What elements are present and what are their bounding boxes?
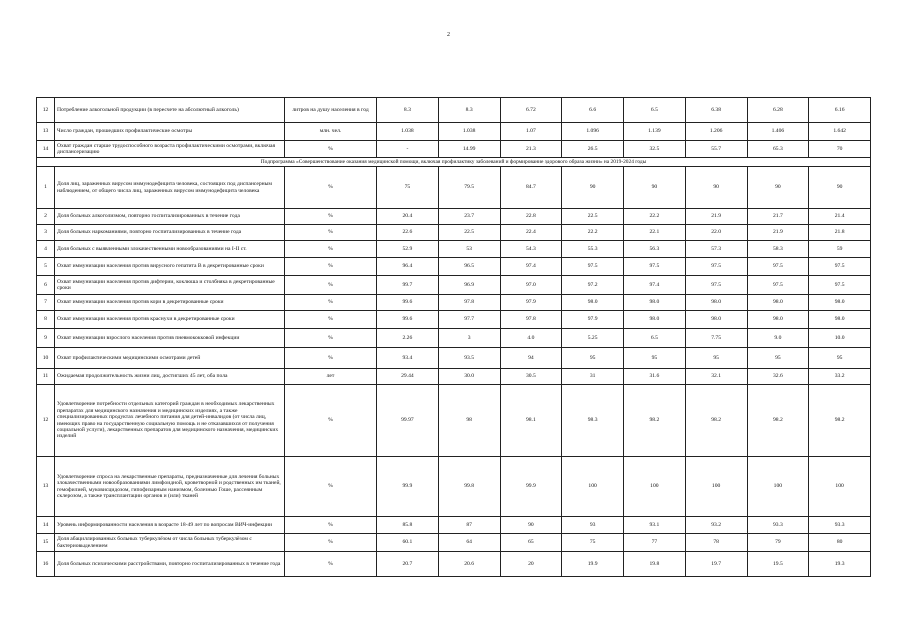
value-cell: 78: [685, 534, 747, 552]
value-cell: 98.0: [809, 311, 871, 329]
value-cell: 98.1: [500, 385, 562, 457]
value-cell: 98.0: [685, 295, 747, 311]
indicator-name: Доля больных психическими расстройствами, повторно госпитализированных в течение года: [55, 552, 285, 577]
value-cell: 1.096: [562, 123, 624, 141]
value-cell: 65: [500, 534, 562, 552]
value-cell: 64: [438, 534, 500, 552]
value-cell: 100: [685, 457, 747, 517]
value-cell: 99.7: [377, 276, 439, 295]
value-cell: 22.1: [624, 225, 686, 241]
value-cell: 65.3: [747, 141, 809, 158]
value-cell: 20.4: [377, 209, 439, 225]
value-cell: 22.5: [562, 209, 624, 225]
value-cell: 8.3: [438, 98, 500, 123]
value-cell: 93.1: [624, 517, 686, 534]
value-cell: 93.5: [438, 348, 500, 369]
table-row: [37, 369, 871, 385]
value-cell: 32.5: [624, 141, 686, 158]
value-cell: 87: [438, 517, 500, 534]
value-cell: 96.4: [377, 258, 439, 276]
value-cell: 6.5: [624, 98, 686, 123]
unit-cell: %: [285, 141, 377, 158]
unit-cell: %: [285, 225, 377, 241]
value-cell: 8.3: [377, 98, 439, 123]
row-number: 14: [37, 517, 55, 534]
value-cell: 98.2: [685, 385, 747, 457]
table-row: [37, 348, 871, 369]
unit-cell: %: [285, 295, 377, 311]
unit-cell: %: [285, 348, 377, 369]
value-cell: 98.0: [562, 295, 624, 311]
value-cell: 14.99: [438, 141, 500, 158]
value-cell: 95: [562, 348, 624, 369]
row-number: 3: [37, 225, 55, 241]
value-cell: 31: [562, 369, 624, 385]
row-number: 15: [37, 534, 55, 552]
value-cell: 93.3: [747, 517, 809, 534]
row-number: 14: [37, 141, 55, 158]
indicator-name: Потребление алкогольной продукции (в пересчете на абсолютный алкоголь): [55, 98, 285, 123]
unit-cell: %: [285, 517, 377, 534]
value-cell: 23.7: [438, 209, 500, 225]
value-cell: 97.5: [624, 258, 686, 276]
unit-cell: %: [285, 534, 377, 552]
table-row: [37, 295, 871, 311]
subprogram-title-row: [37, 158, 871, 167]
value-cell: 22.8: [500, 209, 562, 225]
value-cell: 98.0: [747, 311, 809, 329]
value-cell: 97.5: [747, 258, 809, 276]
value-cell: 97.4: [500, 258, 562, 276]
value-cell: 1.642: [809, 123, 871, 141]
value-cell: 98.0: [809, 295, 871, 311]
indicator-name: Удовлетворение спроса на лекарственные препараты, предназначенные для лечения больных злокачественными новообразованиями лимфоидной, кроветворной и родственных им тканей, гемофилией, муковисцидозом, гипофизарным нанизмом, болезнью Гоше, рассеянным склерозом, а также трансплантации органов и (или) тканей: [55, 457, 285, 517]
indicator-name: Охват граждан старше трудоспособного возраста профилактическими осмотрами, включая диспансеризацию: [55, 141, 285, 158]
value-cell: 19.7: [685, 552, 747, 577]
unit-cell: %: [285, 552, 377, 577]
value-cell: 54.3: [500, 241, 562, 258]
value-cell: 22.0: [685, 225, 747, 241]
indicator-name: Доля больных наркоманиями, повторно госпитализированных в течение года: [55, 225, 285, 241]
value-cell: 1.139: [624, 123, 686, 141]
table-row: [37, 167, 871, 209]
value-cell: 29.44: [377, 369, 439, 385]
value-cell: 3: [438, 329, 500, 348]
value-cell: 90: [809, 167, 871, 209]
value-cell: 100: [624, 457, 686, 517]
value-cell: 98.0: [747, 295, 809, 311]
value-cell: 21.7: [747, 209, 809, 225]
value-cell: 95: [685, 348, 747, 369]
value-cell: 99.6: [377, 311, 439, 329]
row-number: 12: [37, 385, 55, 457]
value-cell: 5.25: [562, 329, 624, 348]
value-cell: 93.3: [809, 517, 871, 534]
value-cell: 98.3: [562, 385, 624, 457]
value-cell: 21.3: [500, 141, 562, 158]
value-cell: 98.0: [624, 311, 686, 329]
unit-cell: %: [285, 385, 377, 457]
row-number: 13: [37, 457, 55, 517]
value-cell: 19.8: [624, 552, 686, 577]
value-cell: 55.7: [685, 141, 747, 158]
table-row: [37, 141, 871, 158]
value-cell: 21.8: [809, 225, 871, 241]
unit-cell: %: [285, 311, 377, 329]
indicator-name: Число граждан, прошедших профилактические осмотры: [55, 123, 285, 141]
value-cell: 20.6: [438, 552, 500, 577]
table-row: [37, 385, 871, 457]
value-cell: 94: [500, 348, 562, 369]
value-cell: 53: [438, 241, 500, 258]
value-cell: 56.3: [624, 241, 686, 258]
value-cell: 32.6: [747, 369, 809, 385]
unit-cell: литров на душу населения в год: [285, 98, 377, 123]
table-row: [37, 311, 871, 329]
value-cell: 90: [747, 167, 809, 209]
value-cell: 19.9: [562, 552, 624, 577]
unit-cell: %: [285, 209, 377, 225]
table-row: [37, 225, 871, 241]
page-number: 2: [447, 32, 450, 38]
indicator-name: Доля абациллированных больных туберкулёзом от числа больных туберкулёзом с бактериовыделением: [55, 534, 285, 552]
unit-cell: %: [285, 329, 377, 348]
value-cell: 58.3: [747, 241, 809, 258]
value-cell: 6.38: [685, 98, 747, 123]
value-cell: 55.3: [562, 241, 624, 258]
value-cell: 33.2: [809, 369, 871, 385]
indicator-name: Охват иммунизации населения против кори в декретированные сроки: [55, 295, 285, 311]
value-cell: 75: [377, 167, 439, 209]
value-cell: 4.0: [500, 329, 562, 348]
value-cell: 97.8: [500, 311, 562, 329]
value-cell: 20.7: [377, 552, 439, 577]
value-cell: 1.038: [438, 123, 500, 141]
value-cell: 98.2: [747, 385, 809, 457]
value-cell: 6.5: [624, 329, 686, 348]
value-cell: 22.2: [562, 225, 624, 241]
value-cell: 96.5: [438, 258, 500, 276]
value-cell: 84.7: [500, 167, 562, 209]
value-cell: 96.9: [438, 276, 500, 295]
table-row: [37, 276, 871, 295]
table-row: [37, 534, 871, 552]
indicator-name: Доля лиц, зараженных вирусом иммунодефицита человека, состоящих под диспансерным наблюдением, от общего числа лиц, зараженных вирусом иммунодефицита человека: [55, 167, 285, 209]
value-cell: 79: [747, 534, 809, 552]
unit-cell: %: [285, 258, 377, 276]
value-cell: 90: [685, 167, 747, 209]
value-cell: 85.8: [377, 517, 439, 534]
table-row: [37, 209, 871, 225]
value-cell: 1.406: [747, 123, 809, 141]
value-cell: 98: [438, 385, 500, 457]
value-cell: 22.5: [438, 225, 500, 241]
value-cell: 59: [809, 241, 871, 258]
value-cell: 95: [747, 348, 809, 369]
row-number: 1: [37, 167, 55, 209]
value-cell: 97.5: [809, 276, 871, 295]
value-cell: 22.2: [624, 209, 686, 225]
table-row: [37, 457, 871, 517]
value-cell: -: [377, 141, 439, 158]
value-cell: 19.5: [747, 552, 809, 577]
value-cell: 97.5: [562, 258, 624, 276]
indicators-table: [36, 97, 871, 577]
row-number: 13: [37, 123, 55, 141]
value-cell: 26.5: [562, 141, 624, 158]
unit-cell: %: [285, 276, 377, 295]
value-cell: 99.6: [377, 295, 439, 311]
value-cell: 6.28: [747, 98, 809, 123]
table-row: [37, 552, 871, 577]
value-cell: 20: [500, 552, 562, 577]
value-cell: 1.07: [500, 123, 562, 141]
value-cell: 19.3: [809, 552, 871, 577]
value-cell: 98.2: [624, 385, 686, 457]
value-cell: 79.5: [438, 167, 500, 209]
value-cell: 30.0: [438, 369, 500, 385]
value-cell: 6.6: [562, 98, 624, 123]
value-cell: 90: [500, 517, 562, 534]
value-cell: 93.4: [377, 348, 439, 369]
value-cell: 97.5: [809, 258, 871, 276]
indicator-name: Охват иммунизации населения против вирусного гепатита В в декретированные сроки: [55, 258, 285, 276]
indicator-name: Ожидаемая продолжительность жизни лиц, достигших 45 лет, оба пола: [55, 369, 285, 385]
value-cell: 2.26: [377, 329, 439, 348]
value-cell: 93.2: [685, 517, 747, 534]
value-cell: 52.9: [377, 241, 439, 258]
value-cell: 97.9: [500, 295, 562, 311]
value-cell: 60.1: [377, 534, 439, 552]
unit-cell: млн. чел.: [285, 123, 377, 141]
value-cell: 98.0: [685, 311, 747, 329]
row-number: 8: [37, 311, 55, 329]
row-number: 6: [37, 276, 55, 295]
value-cell: 99.9: [377, 457, 439, 517]
indicator-name: Доля больных алкоголизмом, повторно госпитализированных в течение года: [55, 209, 285, 225]
value-cell: 100: [562, 457, 624, 517]
table-row: [37, 258, 871, 276]
value-cell: 6.16: [809, 98, 871, 123]
row-number: 7: [37, 295, 55, 311]
indicator-name: Уровень информированности населения в возрасте 18-49 лет по вопросам ВИЧ-инфекции: [55, 517, 285, 534]
value-cell: 97.4: [624, 276, 686, 295]
value-cell: 90: [624, 167, 686, 209]
row-number: 12: [37, 98, 55, 123]
value-cell: 57.3: [685, 241, 747, 258]
indicator-name: Доля больных с выявленными злокачественными новообразованиями на I-II ст.: [55, 241, 285, 258]
value-cell: 97.7: [438, 311, 500, 329]
value-cell: 22.6: [377, 225, 439, 241]
row-number: 11: [37, 369, 55, 385]
indicator-name: Охват профилактическими медицинскими осмотрами детей: [55, 348, 285, 369]
value-cell: 97.8: [438, 295, 500, 311]
value-cell: 22.4: [500, 225, 562, 241]
value-cell: 10.0: [809, 329, 871, 348]
value-cell: 97.5: [747, 276, 809, 295]
table-row: [37, 98, 871, 123]
row-number: 16: [37, 552, 55, 577]
value-cell: 80: [809, 534, 871, 552]
value-cell: 90: [562, 167, 624, 209]
indicator-name: Охват иммунизации населения против дифтерии, коклюша и столбняка в декретированные сроки: [55, 276, 285, 295]
value-cell: 75: [562, 534, 624, 552]
value-cell: 99.97: [377, 385, 439, 457]
unit-cell: %: [285, 241, 377, 258]
table-row: [37, 329, 871, 348]
row-number: 9: [37, 329, 55, 348]
row-number: 5: [37, 258, 55, 276]
unit-cell: лет: [285, 369, 377, 385]
value-cell: 93: [562, 517, 624, 534]
value-cell: 1.038: [377, 123, 439, 141]
value-cell: 100: [809, 457, 871, 517]
value-cell: 21.9: [685, 209, 747, 225]
value-cell: 99.9: [500, 457, 562, 517]
value-cell: 95: [624, 348, 686, 369]
table-row: [37, 517, 871, 534]
value-cell: 98.2: [809, 385, 871, 457]
value-cell: 99.8: [438, 457, 500, 517]
value-cell: 21.4: [809, 209, 871, 225]
value-cell: 98.0: [624, 295, 686, 311]
unit-cell: %: [285, 167, 377, 209]
value-cell: 77: [624, 534, 686, 552]
table-row: [37, 241, 871, 258]
value-cell: 1.206: [685, 123, 747, 141]
value-cell: 97.5: [685, 276, 747, 295]
subprogram-title: Подпрограмма «Совершенствование оказания медицинской помощи, включая профилактику заболеваний и формирование здорового образа жизни» на 2019-2024 годы: [37, 158, 871, 167]
indicator-name: Охват иммунизации населения против краснухи в декретированные сроки: [55, 311, 285, 329]
value-cell: 6.72: [500, 98, 562, 123]
value-cell: 95: [809, 348, 871, 369]
value-cell: 31.6: [624, 369, 686, 385]
value-cell: 21.9: [747, 225, 809, 241]
row-number: 4: [37, 241, 55, 258]
unit-cell: %: [285, 457, 377, 517]
value-cell: 70: [809, 141, 871, 158]
indicator-name: Охват иммунизации взрослого населения против пневмококковой инфекции: [55, 329, 285, 348]
value-cell: 100: [747, 457, 809, 517]
value-cell: 97.0: [500, 276, 562, 295]
value-cell: 7.75: [685, 329, 747, 348]
value-cell: 97.2: [562, 276, 624, 295]
indicator-name: Удовлетворение потребности отдельных категорий граждан в необходимых лекарственных препаратах для медицинского назначения и медицинских изделиях, а также специализированных продуктах лечебного питания для детей-инвалидов (от числа лиц, имеющих право на государственную социальную помощь и не отказавшихся от получения социальной услуги), лекарственных препаратов для медицинского назначения, медицинских изделий: [55, 385, 285, 457]
table-row: [37, 123, 871, 141]
value-cell: 30.5: [500, 369, 562, 385]
value-cell: 32.1: [685, 369, 747, 385]
row-number: 2: [37, 209, 55, 225]
row-number: 10: [37, 348, 55, 369]
value-cell: 9.0: [747, 329, 809, 348]
value-cell: 97.9: [562, 311, 624, 329]
value-cell: 97.5: [685, 258, 747, 276]
